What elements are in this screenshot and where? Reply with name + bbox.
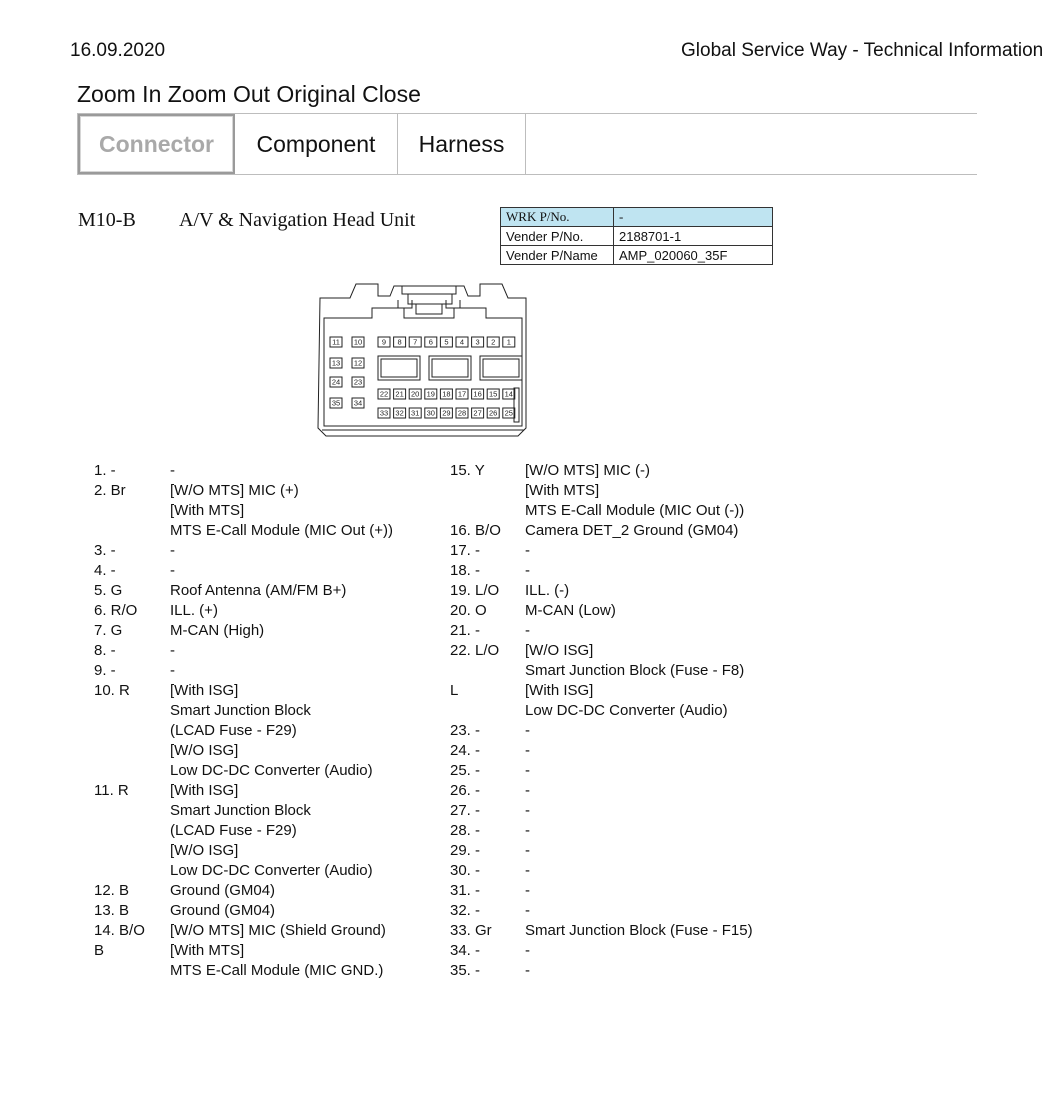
pin-number — [94, 701, 170, 721]
pin-number: 34. - — [450, 942, 481, 959]
svg-text:1: 1 — [506, 337, 511, 347]
pin-number: 32. - — [450, 902, 481, 919]
connector-pin — [440, 337, 452, 347]
connector-pin — [378, 337, 390, 347]
pin-function: ILL. (+) — [170, 602, 218, 619]
connector-pin — [409, 408, 421, 418]
pin-number: 6. R/O — [94, 602, 138, 619]
connector-pin — [394, 389, 406, 399]
pin-number — [450, 481, 525, 501]
pin-number: 2. Br — [94, 482, 126, 499]
pin-number: L — [450, 682, 459, 699]
pin-function: Camera DET_2 Ground (GM04) — [525, 522, 739, 539]
pin-number: 35. - — [450, 962, 481, 979]
connector-pin — [472, 389, 484, 399]
pin-row — [94, 601, 393, 621]
pin-row — [94, 701, 393, 721]
pin-row — [94, 821, 393, 841]
pin-function: [W/O ISG] — [170, 842, 239, 859]
pin-number: 27. - — [450, 802, 481, 819]
pin-number — [94, 801, 170, 821]
pin-function: Smart Junction Block — [170, 702, 311, 719]
pin-function: - — [525, 782, 530, 799]
info-value: AMP_020060_35F — [614, 246, 773, 265]
pin-row — [94, 681, 393, 701]
pin-row — [450, 621, 753, 641]
svg-text:20: 20 — [411, 389, 420, 399]
svg-text:30: 30 — [426, 408, 435, 418]
pin-function: [W/O MTS] MIC (+) — [170, 482, 299, 499]
pin-row — [94, 921, 393, 941]
connector-pinout-diagram — [312, 278, 534, 442]
pin-row — [450, 521, 753, 541]
pin-function: Smart Junction Block (Fuse - F8) — [525, 662, 745, 679]
pin-function: [W/O MTS] MIC (Shield Ground) — [170, 922, 386, 939]
pin-number: 29. - — [450, 842, 481, 859]
svg-text:15: 15 — [489, 389, 498, 399]
pin-number: 23. - — [450, 722, 481, 739]
pin-function: - — [170, 662, 175, 679]
connector-pin — [352, 358, 364, 368]
connector-info-table — [500, 207, 773, 265]
pin-number: 10. R — [94, 682, 130, 699]
pin-row — [94, 841, 393, 861]
svg-text:21: 21 — [395, 389, 404, 399]
pin-row — [450, 641, 753, 661]
svg-text:3: 3 — [475, 337, 480, 347]
pin-function: Smart Junction Block — [170, 802, 311, 819]
pin-function: [With ISG] — [525, 682, 594, 699]
pin-number — [94, 741, 170, 761]
pin-function: - — [525, 802, 530, 819]
svg-text:29: 29 — [442, 408, 451, 418]
svg-text:10: 10 — [353, 337, 363, 347]
pin-row — [450, 841, 753, 861]
pin-row — [94, 901, 393, 921]
pin-number — [94, 961, 170, 981]
pin-function: Low DC-DC Converter (Audio) — [525, 702, 728, 719]
svg-text:2: 2 — [491, 337, 496, 347]
pin-row — [450, 681, 753, 701]
pin-function: (LCAD Fuse - F29) — [170, 822, 297, 839]
pin-function: - — [525, 722, 530, 739]
svg-text:24: 24 — [331, 377, 341, 387]
pin-number: 13. B — [94, 902, 130, 919]
pin-row — [450, 721, 753, 741]
pin-function: MTS E-Call Module (MIC GND.) — [170, 962, 384, 979]
svg-text:27: 27 — [473, 408, 482, 418]
pin-function: - — [525, 902, 530, 919]
pin-number — [94, 841, 170, 861]
pin-number — [94, 861, 170, 881]
connector-pin — [394, 337, 406, 347]
pin-function: - — [525, 842, 530, 859]
pin-number: 1. - — [94, 462, 116, 479]
pin-function: [W/O ISG] — [525, 642, 594, 659]
connector-pin — [352, 398, 364, 408]
pin-row — [450, 741, 753, 761]
pin-function: Smart Junction Block (Fuse - F15) — [525, 922, 753, 939]
pin-function: [W/O ISG] — [170, 742, 239, 759]
pin-number: 20. O — [450, 602, 487, 619]
svg-text:9: 9 — [381, 337, 387, 347]
pin-function: MTS E-Call Module (MIC Out (-)) — [525, 502, 745, 519]
pin-function: MTS E-Call Module (MIC Out (+)) — [170, 522, 393, 539]
pin-function: [With MTS] — [170, 502, 245, 519]
pin-row — [94, 621, 393, 641]
pin-number — [94, 721, 170, 741]
pin-number: 33. Gr — [450, 922, 492, 939]
pin-row — [450, 661, 753, 681]
pin-row — [450, 501, 753, 521]
pin-number: 3. - — [94, 542, 116, 559]
svg-text:33: 33 — [379, 408, 389, 418]
pin-function: M-CAN (High) — [170, 622, 265, 639]
pin-number — [94, 761, 170, 781]
connector-pin — [425, 389, 437, 399]
pin-row — [450, 561, 753, 581]
svg-text:22: 22 — [379, 389, 389, 399]
pin-row — [450, 821, 753, 841]
pin-function: - — [525, 562, 530, 579]
svg-text:32: 32 — [395, 408, 404, 418]
connector-pin — [409, 389, 421, 399]
info-value: - — [614, 208, 773, 227]
pin-row — [450, 961, 753, 981]
viewer-toolbar — [77, 81, 421, 108]
pin-function: (LCAD Fuse - F29) — [170, 722, 297, 739]
pin-function: - — [170, 642, 175, 659]
pin-function: [With MTS] — [170, 942, 245, 959]
tab-bar — [77, 113, 977, 175]
connector-pin — [487, 337, 499, 347]
svg-text:35: 35 — [331, 398, 341, 408]
pin-list-right — [450, 461, 753, 981]
svg-text:23: 23 — [353, 377, 363, 387]
info-key: Vender P/Name — [501, 246, 614, 265]
svg-text:6: 6 — [428, 337, 433, 347]
pin-row — [94, 781, 393, 801]
pin-number: 11. R — [94, 782, 129, 799]
pin-function: - — [525, 822, 530, 839]
connector-pin — [440, 389, 452, 399]
pin-function: - — [525, 882, 530, 899]
connector-pin — [394, 408, 406, 418]
svg-text:7: 7 — [413, 337, 418, 347]
connector-pin — [503, 408, 515, 418]
connector-pin — [330, 337, 342, 347]
svg-text:14: 14 — [504, 389, 513, 399]
pin-function: Ground (GM04) — [170, 902, 276, 919]
info-row — [501, 208, 773, 227]
pin-number: 16. B/O — [450, 522, 501, 539]
pin-row — [450, 581, 753, 601]
pin-row — [94, 641, 393, 661]
pin-number: 15. Y — [450, 462, 485, 479]
connector-pin — [456, 389, 468, 399]
pin-number: 26. - — [450, 782, 481, 799]
svg-text:17: 17 — [457, 389, 467, 399]
pin-function: - — [525, 762, 530, 779]
pin-row — [450, 781, 753, 801]
tab-component[interactable]: Component — [235, 114, 398, 174]
pin-number: 12. B — [94, 882, 130, 899]
pin-row — [450, 761, 753, 781]
svg-text:25: 25 — [504, 408, 513, 418]
svg-text:16: 16 — [473, 389, 482, 399]
connector-pin — [378, 408, 390, 418]
pin-row — [450, 941, 753, 961]
pin-row — [94, 881, 393, 901]
svg-text:13: 13 — [331, 358, 341, 368]
svg-text:8: 8 — [397, 337, 402, 347]
pin-number — [450, 501, 525, 521]
connector-pin — [456, 337, 468, 347]
svg-text:28: 28 — [457, 408, 467, 418]
original-link[interactable]: Original — [276, 81, 356, 107]
pin-number: 17. - — [450, 542, 481, 559]
connector-pin — [503, 337, 515, 347]
pin-row — [94, 581, 393, 601]
pin-number: 22. L/O — [450, 642, 500, 659]
pin-row — [94, 741, 393, 761]
pin-number: 25. - — [450, 762, 481, 779]
connector-pin — [440, 408, 452, 418]
print-date: 16.09.2020 — [70, 40, 166, 61]
connector-pin — [330, 377, 342, 387]
pin-number: B — [94, 942, 105, 959]
pin-function: - — [525, 962, 530, 979]
pin-row — [94, 481, 393, 501]
connector-pin — [425, 337, 437, 347]
connector-code: M10-B — [78, 209, 136, 231]
pin-function: - — [170, 562, 175, 579]
pin-function: - — [525, 862, 530, 879]
pin-number: 31. - — [450, 882, 481, 899]
zoom-out-link[interactable]: Zoom Out — [167, 81, 271, 107]
zoom-in-link[interactable]: Zoom In — [77, 81, 162, 107]
pin-function: - — [525, 622, 530, 639]
pin-number: 14. B/O — [94, 922, 145, 939]
pin-function: Ground (GM04) — [170, 882, 276, 899]
pin-row — [94, 861, 393, 881]
pin-list-left — [94, 461, 393, 981]
pin-row — [94, 721, 393, 741]
pin-number: 21. - — [450, 622, 481, 639]
pin-number: 9. - — [94, 662, 116, 679]
info-row — [501, 227, 773, 246]
pin-number: 28. - — [450, 822, 481, 839]
connector-pin — [378, 389, 390, 399]
pin-row — [94, 661, 393, 681]
svg-text:18: 18 — [442, 389, 451, 399]
pin-function: - — [170, 462, 175, 479]
pin-row — [94, 961, 393, 981]
pin-number: 8. - — [94, 642, 116, 659]
svg-text:11: 11 — [332, 337, 340, 347]
pin-number — [94, 521, 170, 541]
connector-pin — [425, 408, 437, 418]
connector-pin — [487, 408, 499, 418]
pin-function: M-CAN (Low) — [525, 602, 616, 619]
pin-number: 7. G — [94, 622, 123, 639]
site-title: Global Service Way - Technical Information — [681, 40, 1043, 61]
pin-number: 5. G — [94, 582, 123, 599]
info-key: Vender P/No. — [501, 227, 614, 246]
svg-text:4: 4 — [459, 337, 465, 347]
pin-function: - — [525, 542, 530, 559]
pin-row — [94, 941, 393, 961]
pin-number — [450, 661, 525, 681]
pin-number — [450, 701, 525, 721]
info-row — [501, 246, 773, 265]
pin-row — [450, 541, 753, 561]
pin-function: Roof Antenna (AM/FM B+) — [170, 582, 347, 599]
pin-row — [450, 601, 753, 621]
svg-text:19: 19 — [426, 389, 435, 399]
svg-text:26: 26 — [489, 408, 498, 418]
tab-harness[interactable]: Harness — [398, 114, 526, 174]
connector-name: A/V & Navigation Head Unit — [179, 209, 416, 231]
pin-function: ILL. (-) — [525, 582, 570, 599]
pin-row — [450, 701, 753, 721]
connector-pin — [456, 408, 468, 418]
connector-pin — [472, 337, 484, 347]
pin-row — [450, 881, 753, 901]
tab-connector[interactable]: Connector — [78, 114, 235, 174]
pin-number: 19. L/O — [450, 582, 500, 599]
pin-row — [94, 461, 393, 481]
pin-row — [94, 801, 393, 821]
pin-number: 24. - — [450, 742, 481, 759]
connector-pin — [409, 337, 421, 347]
pin-row — [450, 901, 753, 921]
connector-pin — [352, 337, 364, 347]
pin-row — [94, 541, 393, 561]
pin-row — [450, 461, 753, 481]
pin-function: [With MTS] — [525, 482, 600, 499]
pin-function: Low DC-DC Converter (Audio) — [170, 762, 373, 779]
pin-function: - — [525, 942, 530, 959]
pin-number: 4. - — [94, 562, 116, 579]
connector-pin — [487, 389, 499, 399]
pin-row — [94, 501, 393, 521]
pin-row — [94, 521, 393, 541]
pin-function: - — [170, 542, 175, 559]
svg-text:31: 31 — [411, 408, 420, 418]
pin-row — [450, 801, 753, 821]
pin-row — [450, 481, 753, 501]
pin-function: [With ISG] — [170, 682, 239, 699]
pin-number — [94, 821, 170, 841]
info-value: 2188701-1 — [614, 227, 773, 246]
pin-row — [450, 921, 753, 941]
connector-pin — [330, 398, 342, 408]
pin-row — [94, 561, 393, 581]
connector-pin — [352, 377, 364, 387]
svg-text:5: 5 — [444, 337, 449, 347]
connector-pin — [503, 389, 515, 399]
pin-number: 18. - — [450, 562, 481, 579]
info-key: WRK P/No. — [501, 208, 614, 227]
pin-function: - — [525, 742, 530, 759]
svg-text:34: 34 — [353, 398, 363, 408]
pin-function: [W/O MTS] MIC (-) — [525, 462, 650, 479]
pin-row — [450, 861, 753, 881]
pin-function: [With ISG] — [170, 782, 239, 799]
pin-function: Low DC-DC Converter (Audio) — [170, 862, 373, 879]
close-link[interactable]: Close — [362, 81, 421, 107]
pin-number: 30. - — [450, 862, 481, 879]
pin-number — [94, 501, 170, 521]
svg-text:12: 12 — [353, 358, 363, 368]
connector-pin — [330, 358, 342, 368]
connector-pin — [472, 408, 484, 418]
pin-row — [94, 761, 393, 781]
